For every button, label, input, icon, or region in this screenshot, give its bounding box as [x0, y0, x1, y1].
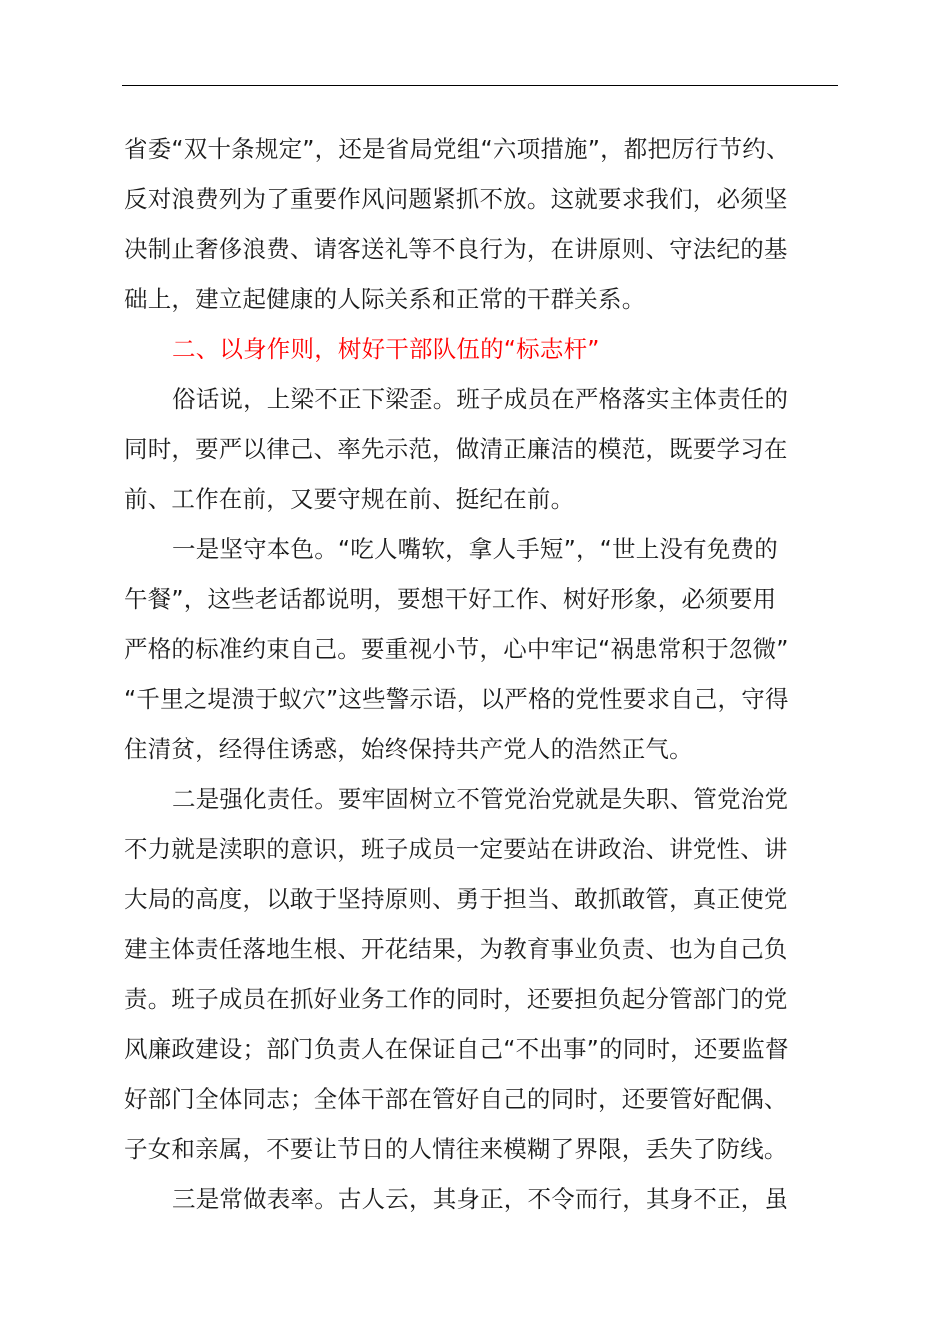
text-line-6: 俗话说，上梁不正下梁歪。班子成员在严格落实主体责任的 — [172, 385, 789, 413]
text-line-15: 不力就是渎职的意识，班子成员一定要站在讲政治、讲党性、讲 — [124, 835, 788, 863]
text-line-2: 反对浪费列为了重要作风问题紧抓不放。这就要求我们，必须坚 — [124, 185, 788, 213]
text-line-10: 午餐”，这些老话都说明，要想干好工作、树好形象，必须要用 — [124, 585, 777, 613]
text-line-13: 住清贫，经得住诱惑，始终保持共产党人的浩然正气。 — [124, 735, 693, 763]
text-line-4: 础上，建立起健康的人际关系和正常的干群关系。 — [124, 285, 646, 313]
text-line-12: “千里之堤溃于蚁穴”这些警示语，以严格的党性要求自己，守得 — [124, 685, 789, 713]
text-line-17: 建主体责任落地生根、开花结果，为教育事业负责、也为自己负 — [124, 935, 788, 963]
text-line-8: 前、工作在前，又要守规在前、挺纪在前。 — [124, 485, 575, 513]
text-line-19: 风廉政建设；部门负责人在保证自己“不出事”的同时，还要监督 — [124, 1035, 789, 1063]
text-line-21: 子女和亲属，不要让节日的人情往来模糊了界限，丢失了防线。 — [124, 1135, 788, 1163]
text-line-18: 责。班子成员在抓好业务工作的同时，还要担负起分管部门的党 — [124, 985, 788, 1013]
header-rule — [122, 85, 838, 86]
text-line-3: 决制止奢侈浪费、请客送礼等不良行为，在讲原则、守法纪的基 — [124, 235, 788, 263]
text-line-11: 严格的标准约束自己。要重视小节，心中牢记“祸患常积于忽微” — [124, 635, 789, 663]
text-line-20: 好部门全体同志；全体干部在管好自己的同时，还要管好配偶、 — [124, 1085, 788, 1113]
text-line-7: 同时，要严以律己、率先示范，做清正廉洁的模范，既要学习在 — [124, 435, 788, 463]
section-heading: 二、以身作则，树好干部队伍的“标志杆” — [172, 335, 600, 363]
text-line-14: 二是强化责任。要牢固树立不管党治党就是失职、管党治党 — [172, 785, 789, 813]
text-line-9: 一是坚守本色。“吃人嘴软，拿人手短”，“世上没有免费的 — [172, 535, 778, 563]
text-line-22: 三是常做表率。古人云，其身正，不令而行，其身不正，虽 — [172, 1185, 789, 1213]
text-line-1: 省委“双十条规定”，还是省局党组“六项措施”，都把厉行节约、 — [124, 135, 790, 163]
text-line-16: 大局的高度，以敢于坚持原则、勇于担当、敢抓敢管，真正使党 — [124, 885, 788, 913]
document-body — [124, 124, 840, 1224]
